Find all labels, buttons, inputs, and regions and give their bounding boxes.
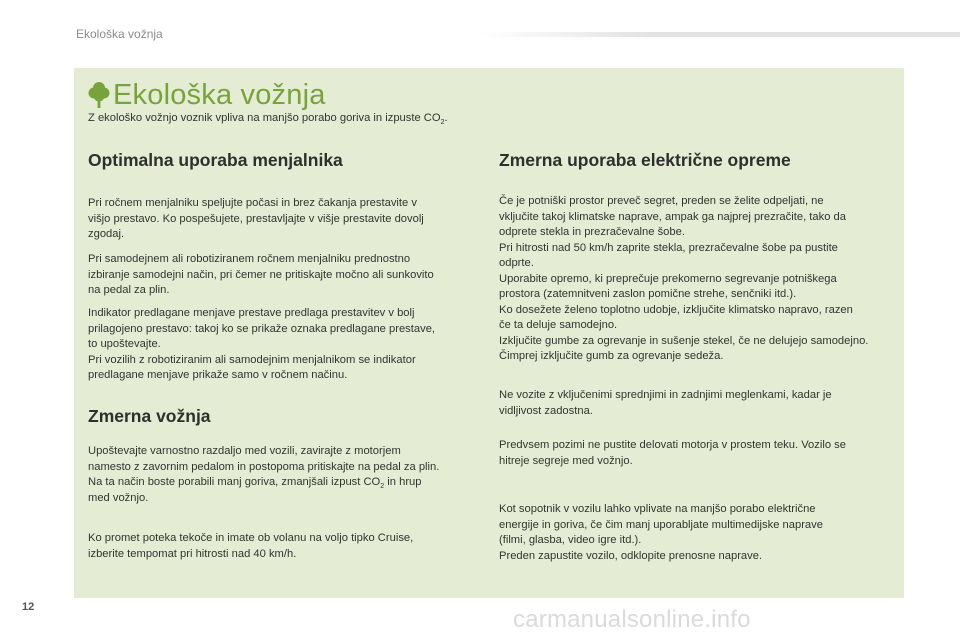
header-title: Ekološka vožnja — [76, 27, 163, 41]
main-heading — [88, 78, 326, 112]
section-title-moderate-driving: Zmerna vožnja — [88, 406, 211, 426]
header-divider — [478, 32, 960, 37]
page-number: 12 — [22, 601, 35, 613]
paragraph-moderate-1: Upoštevajte varnostno razdaljo med vozili, zavirajte z motorjem namesto z zavornim pedalom in postopoma pritiskajte na pedal za plin. Na ta način boste porabili manj goriva, zmanjšali izpust $CO_2$ in hrup med vožnjo. — [88, 445, 440, 504]
paragraph-electrical-3: Predvsem pozimi ne pustite delovati motorja v prostem teku. Vozilo se hitreje segreje med vožnjo. — [499, 439, 846, 467]
watermark: carmanualsonline.info — [513, 606, 751, 633]
page-title: Ekološka vožnja — [113, 78, 326, 111]
paragraph-electrical-2: Ne vozite z vključenimi sprednjimi in zadnjimi meglenkami, kadar je vidljivost zadostna. — [499, 389, 832, 417]
section-title-electrical: Zmerna uporaba električne opreme — [499, 150, 791, 170]
paragraph-gearbox-1: Pri ročnem menjalniku speljujte počasi in brez čakanja prestavite v višjo prestavo. Ko pospešujete, prestavljajte v višje prestavite dovolj zgodaj. — [88, 197, 424, 240]
intro-text: Z ekološko vožnjo voznik vpliva na manjšo porabo goriva in izpuste $CO_2$. — [88, 112, 448, 127]
paragraph-electrical-1: Če je potniški prostor preveč segret, preden se želite odpeljati, ne vključite takoj klimatske naprave, ampak ga najprej prezračite, tako da odprete stekla in prezračevalne šobe. Pri hitrosti nad 50 km/h zaprite stekla, prezračevalne šobe pa pustite odprte. Uporabite opremo, ki preprečuje prekomerno segrevanje potniškega prostora (zatemnitveni zaslon pomične strehe, senčniki itd.). Ko dosežete želeno toplotno udobje, izključite klimatsko napravo, razen če ta deluje samodejno. Izključite gumbe za ogrevanje in sušenje stekel, če ne delujejo samodejno. Čimprej izključite gumb za ogrevanje sedeža. — [499, 195, 869, 362]
paragraph-electrical-4: Kot sopotnik v vozilu lahko vplivate na manjšo porabo električne energije in goriva, če čim manj uporabljate multimedijske naprave (filmi, glasba, video igre itd.). Preden zapustite vozilo, odklopite prenosne naprave. — [499, 503, 823, 562]
paragraph-gearbox-2: Pri samodejnem ali robotiziranem ročnem menjalniku prednostno izbiranje samodejni način, pri čemer ne pritiskajte močno ali sunkovito na pedal za plin. — [88, 253, 434, 296]
paragraph-moderate-2: Ko promet poteka tekoče in imate ob volanu na voljo tipko Cruise, izberite tempomat pri hitrosti nad 40 km/h. — [88, 532, 414, 560]
tree-icon — [88, 81, 110, 109]
paragraph-gearbox-3: Indikator predlagane menjave prestave predlaga prestavitev v bolj prilagojeno prestavo: takoj ko se prikaže oznaka predlagane prestave, to upoštevajte. Pri vozilih z robotiziranim ali samodejnim menjalnikom se indikator predlagane menjave prikaže samo v ročnem načinu. — [88, 307, 436, 381]
section-title-gearbox: Optimalna uporaba menjalnika — [88, 150, 343, 170]
